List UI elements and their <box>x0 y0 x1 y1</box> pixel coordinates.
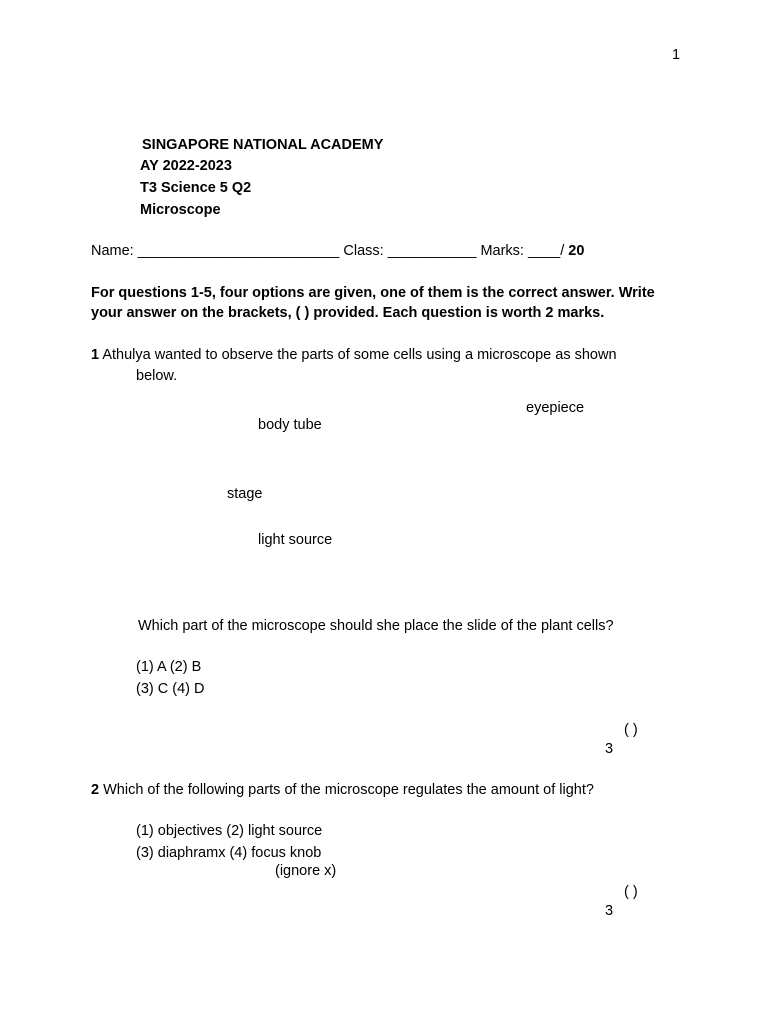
q2-marker: 3 <box>605 903 614 919</box>
instructions-line-1: For questions 1-5, four options are given, one of them is the correct answer. Write <box>91 285 655 301</box>
q1-text: Athulya wanted to observe the parts of some cells using a microscope as shown <box>102 347 617 363</box>
academic-year: AY 2022-2023 <box>140 158 232 174</box>
q2-number: 2 <box>91 782 100 798</box>
marks-field: Marks: ____/ <box>480 243 565 259</box>
q1-text-line-1 <box>91 346 617 364</box>
label-body-tube: body tube <box>258 417 322 433</box>
name-field: Name: _________________________ <box>91 243 340 259</box>
q2-text: Which of the following parts of the microscope regulates the amount of light? <box>103 782 594 798</box>
q2-options-line-1: (1) objectives (2) light source <box>136 823 323 839</box>
q1-options-line-2: (3) C (4) D <box>136 681 205 697</box>
q2-note: (ignore x) <box>275 863 337 879</box>
q2-options-line-2: (3) diaphramx (4) focus knob <box>136 845 322 861</box>
q1-answer-bracket: ( ) <box>624 722 638 738</box>
q2-answer-bracket: ( ) <box>624 884 638 900</box>
label-eyepiece: eyepiece <box>526 400 585 416</box>
topic-title: Microscope <box>140 202 221 218</box>
label-light-source: light source <box>258 532 333 548</box>
instructions-line-2: your answer on the brackets, ( ) provided. Each question is worth 2 marks. <box>91 305 605 321</box>
q2-text-line <box>91 781 594 799</box>
q1-marker: 3 <box>605 741 614 757</box>
q1-number: 1 <box>91 347 100 363</box>
page-number: 1 <box>672 47 681 63</box>
q1-text-line-2: below. <box>136 368 178 384</box>
school-name: SINGAPORE NATIONAL ACADEMY <box>142 137 384 153</box>
info-line <box>91 242 584 260</box>
marks-total: 20 <box>568 243 585 259</box>
q1-question: Which part of the microscope should she place the slide of the plant cells? <box>138 618 614 634</box>
label-stage: stage <box>227 486 263 502</box>
course-title: T3 Science 5 Q2 <box>140 180 252 196</box>
class-field: Class: ___________ <box>343 243 477 259</box>
q1-options-line-1: (1) A (2) B <box>136 659 202 675</box>
